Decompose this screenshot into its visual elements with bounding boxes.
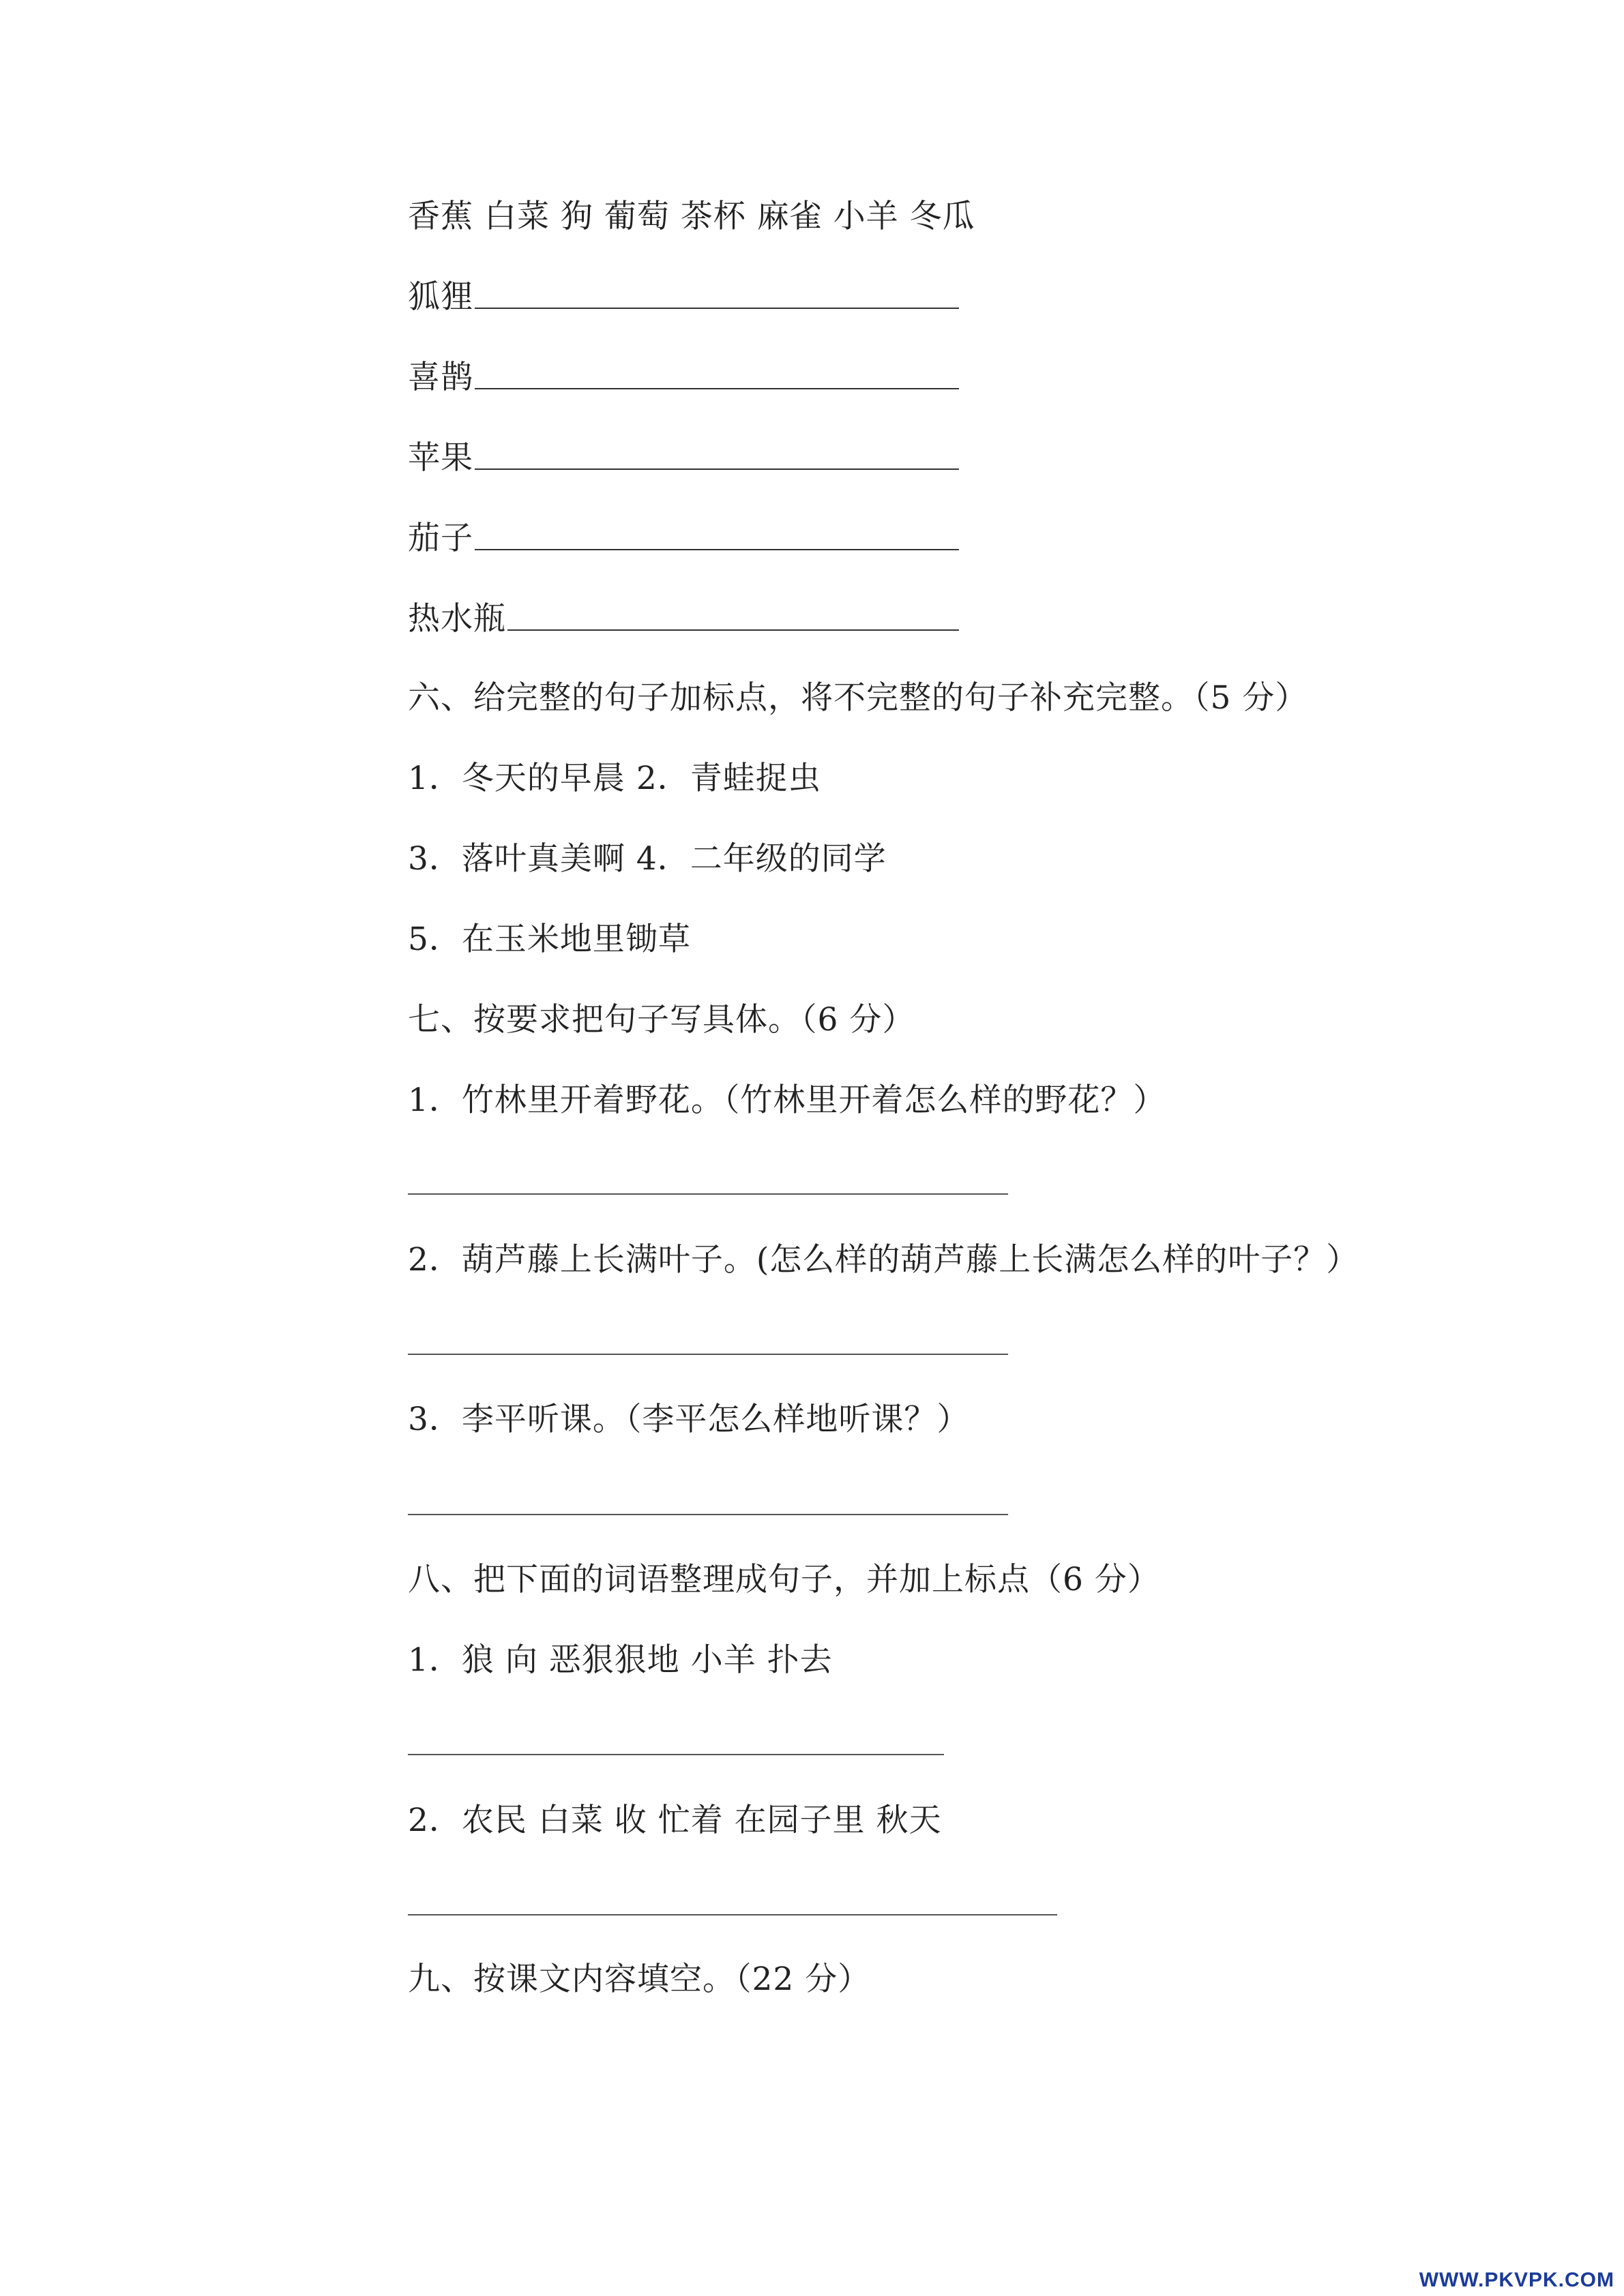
- category-row-fox: [408, 277, 959, 318]
- category-label: 茄子: [408, 520, 473, 557]
- section8-question-1: 1．狼 向 恶狠狠地 小羊 扑去: [408, 1641, 833, 1679]
- category-row-apple: [408, 438, 959, 479]
- category-row-magpie: [408, 357, 959, 398]
- category-label: 喜鹊: [408, 359, 473, 396]
- category-label: 狐狸: [408, 278, 473, 316]
- section6-line-1: 1．冬天的早晨 2．青蛙捉虫: [408, 760, 821, 797]
- section7-question-1: 1．竹林里开着野花。（竹林里开着怎么样的野花？）: [408, 1082, 1166, 1119]
- section7-question-3: 3．李平听课。（李平怎么样地听课？）: [408, 1401, 970, 1438]
- answer-blank[interactable]: [475, 388, 959, 389]
- section7-title: 七、按要求把句子写具体。（6 分）: [408, 1001, 915, 1039]
- site-watermark: WWW.PKVPK.COM: [1419, 2269, 1614, 2291]
- answer-line[interactable]: [408, 1354, 1008, 1355]
- section7-question-2: 2．葫芦藤上长满叶子。(怎么样的葫芦藤上长满怎么样的叶子？）: [408, 1241, 1359, 1279]
- section8-title: 八、把下面的词语整理成句子，并加上标点（6 分）: [408, 1561, 1160, 1598]
- answer-blank[interactable]: [507, 629, 959, 631]
- answer-line[interactable]: [408, 1514, 1008, 1515]
- section6-line-2: 3．落叶真美啊 4．二年级的同学: [408, 840, 887, 878]
- answer-line[interactable]: [408, 1754, 944, 1755]
- answer-line[interactable]: [408, 1914, 1057, 1915]
- answer-blank[interactable]: [475, 468, 959, 470]
- section6-line-3: 5．在玉米地里锄草: [408, 921, 691, 958]
- section8-question-2: 2．农民 白菜 收 忙着 在园子里 秋天: [408, 1802, 942, 1839]
- section9-title: 九、按课文内容填空。（22 分）: [408, 1960, 871, 1998]
- answer-blank[interactable]: [475, 549, 959, 550]
- category-row-thermos: [408, 599, 959, 640]
- category-label: 热水瓶: [408, 600, 506, 638]
- answer-line[interactable]: [408, 1193, 1008, 1195]
- section6-title: 六、给完整的句子加标点，将不完整的句子补充完整。（5 分）: [408, 679, 1308, 717]
- answer-blank[interactable]: [475, 308, 959, 309]
- category-row-eggplant: [408, 518, 959, 559]
- category-label: 苹果: [408, 439, 473, 477]
- word-bank: 香蕉 白菜 狗 葡萄 茶杯 麻雀 小羊 冬瓜: [408, 198, 975, 235]
